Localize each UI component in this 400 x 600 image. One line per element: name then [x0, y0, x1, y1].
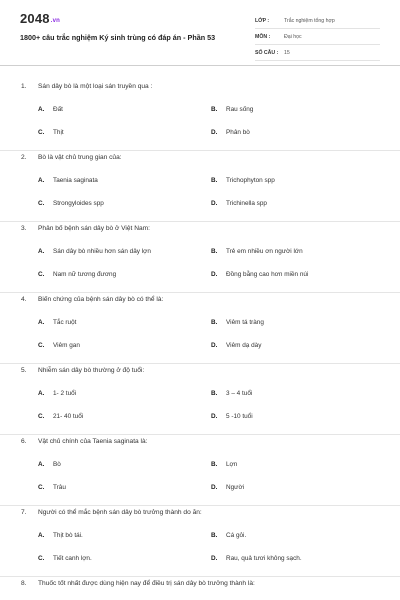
answer-option[interactable] [38, 106, 63, 113]
option-text: Nam nữ tương đương [53, 271, 117, 278]
meta-key: LỚP : [255, 17, 270, 24]
option-letter: C. [38, 200, 45, 207]
option-letter: A. [38, 248, 45, 255]
meta-row-count [255, 45, 380, 61]
meta-value: Trắc nghiệm tổng hợp [284, 17, 335, 24]
question-list [0, 80, 400, 600]
meta-key: SỐ CÂU : [255, 49, 279, 56]
answer-option[interactable] [38, 555, 92, 562]
quiz-meta [255, 13, 380, 61]
site-logo[interactable] [20, 11, 60, 26]
meta-value: Đại học [284, 33, 302, 40]
option-letter: D. [211, 342, 218, 349]
question-item [0, 506, 400, 577]
option-letter: A. [38, 532, 45, 539]
option-letter: C. [38, 342, 45, 349]
option-letter: C. [38, 484, 45, 491]
question-number: 7. [21, 509, 27, 516]
option-text: Người [226, 484, 245, 491]
option-text: Bò [53, 461, 61, 468]
page-header [0, 0, 400, 66]
question-prompt: Nhiễm sán dây bò thường ở độ tuổi: [38, 367, 145, 374]
option-text: Thịt bò tái. [53, 532, 83, 539]
meta-key: MÔN : [255, 33, 271, 40]
option-letter: B. [211, 106, 218, 113]
option-letter: C. [38, 271, 45, 278]
question-item [0, 80, 400, 151]
question-item [0, 151, 400, 222]
answer-option[interactable] [38, 461, 61, 468]
option-letter: C. [38, 413, 45, 420]
question-number: 5. [21, 367, 27, 374]
option-letter: D. [211, 271, 218, 278]
question-text [21, 438, 148, 445]
option-text: Đồng bằng cao hơn miền núi [226, 271, 309, 278]
option-text: Đất [53, 106, 63, 113]
option-letter: B. [211, 248, 218, 255]
question-prompt: Bò là vật chủ trung gian của: [38, 154, 122, 161]
question-text [21, 580, 255, 587]
option-letter: B. [211, 319, 218, 326]
answer-option[interactable] [38, 484, 66, 491]
question-item [0, 293, 400, 364]
option-text: Trâu [53, 484, 66, 491]
question-number: 2. [21, 154, 27, 161]
option-letter: D. [211, 200, 218, 207]
question-text [21, 225, 150, 232]
answer-option[interactable] [211, 271, 308, 278]
option-text: Rau, quả tươi không sạch. [226, 555, 302, 562]
answer-option[interactable] [38, 319, 76, 326]
option-letter: B. [211, 461, 218, 468]
option-letter: D. [211, 129, 218, 136]
answer-option[interactable] [211, 342, 261, 349]
option-text: Trichinella spp [226, 200, 267, 207]
logo-text: 2048 [20, 11, 50, 26]
question-text [21, 154, 122, 161]
option-text: Sán dây bò nhiều hơn sán dây lợn [53, 248, 151, 255]
question-item [0, 364, 400, 435]
question-text [21, 83, 152, 90]
option-text: Trẻ em nhiều ơn người lớn [226, 248, 303, 255]
answer-option[interactable] [211, 532, 246, 539]
option-letter: C. [38, 555, 45, 562]
answer-option[interactable] [211, 106, 253, 113]
answer-option[interactable] [211, 555, 302, 562]
answer-option[interactable] [211, 129, 250, 136]
question-item [0, 435, 400, 506]
answer-option[interactable] [211, 461, 237, 468]
question-number: 8. [21, 580, 27, 587]
option-letter: A. [38, 319, 45, 326]
answer-option[interactable] [38, 177, 98, 184]
option-text: 21- 40 tuổi [53, 413, 84, 420]
option-letter: B. [211, 532, 218, 539]
option-letter: D. [211, 555, 218, 562]
question-item [0, 222, 400, 293]
option-letter: B. [211, 177, 218, 184]
question-prompt: Thuốc tốt nhất được dùng hiện nay để điều trị sán dây bò trưởng thành là: [38, 580, 255, 587]
question-number: 6. [21, 438, 27, 445]
option-letter: A. [38, 177, 45, 184]
answer-option[interactable] [38, 271, 116, 278]
answer-option[interactable] [38, 200, 104, 207]
answer-option[interactable] [211, 248, 303, 255]
question-prompt: Người có thể mắc bệnh sán dây bò trưởng thành do ăn: [38, 509, 202, 516]
option-text: Strongyloides spp [53, 200, 104, 207]
option-letter: A. [38, 106, 45, 113]
question-number: 1. [21, 83, 27, 90]
option-text: Viêm tá tràng [226, 319, 264, 326]
question-prompt: Sán dây bò là một loại sán truyền qua : [38, 83, 153, 90]
quiz-title: 1800+ câu trắc nghiệm Ký sinh trùng có đáp án - Phần 53 [20, 33, 216, 42]
answer-option[interactable] [38, 342, 80, 349]
option-text: Rau sống [226, 106, 254, 113]
question-number: 4. [21, 296, 27, 303]
answer-option[interactable] [38, 532, 83, 539]
option-text: Taenia saginata [53, 177, 98, 184]
option-letter: D. [211, 484, 218, 491]
logo-suffix: .vn [50, 18, 61, 24]
option-text: Thịt [53, 129, 64, 136]
meta-row-class [255, 13, 380, 29]
answer-option[interactable] [38, 413, 83, 420]
option-text: Viêm gan [53, 342, 80, 349]
answer-option[interactable] [211, 413, 253, 420]
question-prompt: Biến chứng của bệnh sán dây bò có thể là: [38, 296, 164, 303]
question-text [21, 367, 144, 374]
answer-option[interactable] [38, 390, 76, 397]
option-text: Viêm dạ dày [226, 342, 262, 349]
meta-row-subject [255, 29, 380, 45]
answer-option[interactable] [211, 200, 267, 207]
answer-option[interactable] [38, 248, 151, 255]
question-item [0, 577, 400, 600]
question-text [21, 296, 163, 303]
answer-option[interactable] [211, 319, 264, 326]
option-text: Phân bò [226, 129, 250, 136]
option-text: 3 – 4 tuổi [226, 390, 253, 397]
option-text: 5 -10 tuổi [226, 413, 253, 420]
answer-option[interactable] [211, 484, 244, 491]
answer-option[interactable] [211, 177, 275, 184]
question-number: 3. [21, 225, 27, 232]
option-letter: C. [38, 129, 45, 136]
option-text: Trichophyton spp [226, 177, 275, 184]
option-letter: D. [211, 413, 218, 420]
question-text [21, 509, 202, 516]
question-prompt: Phân bố bệnh sán dây bò ở Việt Nam: [38, 225, 150, 232]
answer-option[interactable] [38, 129, 64, 136]
option-text: Cá gỏi. [226, 532, 247, 539]
option-letter: B. [211, 390, 218, 397]
option-text: 1- 2 tuổi [53, 390, 77, 397]
answer-option[interactable] [211, 390, 252, 397]
question-prompt: Vật chủ chính của Taenia saginata là: [38, 438, 148, 445]
option-text: Lợn [226, 461, 238, 468]
option-letter: A. [38, 461, 45, 468]
option-text: Tắc ruột [53, 319, 77, 326]
option-text: Tiết canh lợn. [53, 555, 92, 562]
option-letter: A. [38, 390, 45, 397]
meta-value: 15 [284, 49, 290, 56]
